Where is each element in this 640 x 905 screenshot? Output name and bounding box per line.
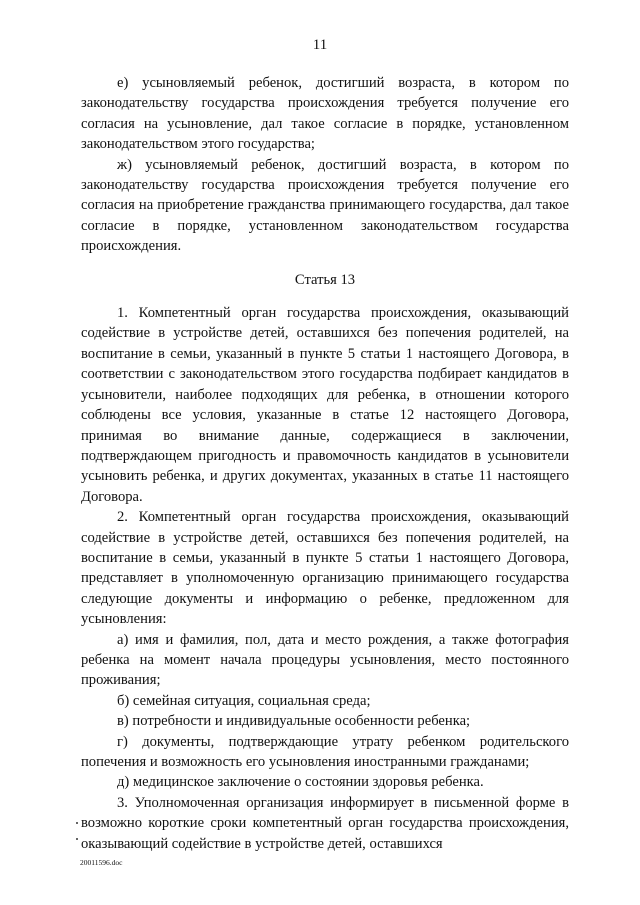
paragraph-item-g: г) документы, подтверждающие утрату ребенком родительского попечения и возможность его усыновления иностранными гражданами;	[81, 733, 569, 770]
margin-mark	[76, 822, 78, 824]
article-heading: Статья 13	[294, 271, 356, 288]
page-number: 11	[312, 37, 328, 53]
paragraph-clause-2: 2. Компетентный орган государства происхождения, оказывающий содействие в устройстве детей, оставшихся без попечения родителей, на воспитание в семьи, указанный в пункте 5 статьи 1 настоящего Договора, представляет в уполномоченную организацию принимающего государства следующие документы и информацию о ребенке, предложенном для усыновления:	[81, 509, 569, 628]
paragraph-item-b: б) семейная ситуация, социальная среда;	[117, 692, 371, 709]
paragraph-item-v: в) потребности и индивидуальные особенности ребенка;	[117, 713, 471, 730]
footer-filename: 20011596.doc	[80, 858, 123, 867]
document-body	[81, 73, 569, 854]
paragraph-item-d: д) медицинское заключение о состоянии здоровья ребенка.	[117, 774, 484, 791]
paragraph-item-e: е) усыновляемый ребенок, достигший возраста, в котором по законодательству государства происхождения требуется получение его согласия на усыновление, дал такое согласие в порядке, установленном законодательством этого государства;	[81, 75, 569, 153]
paragraph-clause-3: 3. Уполномоченная организация информирует в письменной форме в возможно короткие сроки компетентный орган государства происхождения, оказывающий содействие в устройстве детей, оставшихся	[81, 794, 569, 852]
margin-mark	[76, 838, 78, 840]
paragraph-item-a: а) имя и фамилия, пол, дата и место рождения, а также фотография ребенка на момент начала процедуры усыновления, место постоянного проживания;	[81, 631, 569, 689]
paragraph-item-zh: ж) усыновляемый ребенок, достигший возраста, в котором по законодательству государства происхождения требуется получение его согласия на приобретение гражданства принимающего государства, дал такое согласие в порядке, установленном законодательством государства происхождения.	[81, 156, 569, 255]
paragraph-clause-1: 1. Компетентный орган государства происхождения, оказывающий содействие в устройстве детей, оставшихся без попечения родителей, на воспитание в семьи, указанный в пункте 5 статьи 1 настоящего Договора, в соответствии с законодательством этого государства подбирает кандидатов в усыновители, наиболее подходящих для ребенка, в отношении которого соблюдены все условия, указанные в статье 12 настоящего Договора, принимая во внимание данные, содержащиеся в заключении, подтверждающем пригодность и правомочность кандидатов в усыновители усыновить ребенка, и других документах, указанных в статье 11 настоящего Договора.	[81, 305, 569, 505]
